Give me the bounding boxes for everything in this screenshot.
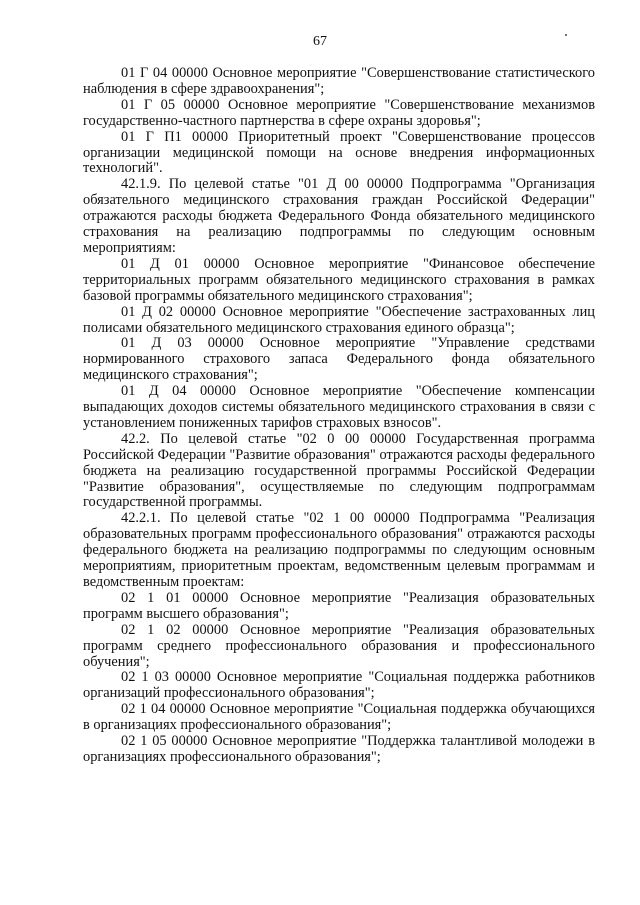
paragraph-021-03: 02 1 03 00000 Основное мероприятие "Социальная поддержка работников организаций профессионального образования";	[83, 669, 595, 702]
page-number: 67	[313, 34, 327, 49]
scan-speck	[565, 34, 567, 36]
paragraph-01d01: 01 Д 01 00000 Основное мероприятие "Финансовое обеспечение территориальных программ обязательного медицинского страхования в рамках базовой программы обязательного медицинского страхования";	[83, 255, 595, 304]
paragraph-01g04: 01 Г 04 00000 Основное мероприятие "Совершенствование статистического наблюдения в сфере здравоохранения";	[83, 65, 595, 97]
paragraph-021-04: 02 1 04 00000 Основное мероприятие "Социальная поддержка обучающихся в организациях профессионального образования";	[83, 701, 595, 734]
paragraph-42-1-9: 42.1.9. По целевой статье "01 Д 00 00000 Подпрограмма "Организация обязательного медицинского страхования граждан Российской Федерации" отражаются расходы бюджета Федерального Фонда обязательного медицинского страхования на реализацию подпрограммы по следующим основным мероприятиям:	[83, 176, 595, 256]
paragraph-01d04: 01 Д 04 00000 Основное мероприятие "Обеспечение компенсации выпадающих доходов системы обязательного медицинского страхования в связи с установлением пониженных тарифов страховых взносов".	[83, 383, 595, 431]
document-body	[83, 66, 595, 766]
paragraph-01d03: 01 Д 03 00000 Основное мероприятие "Управление средствами нормированного страхового запаса Федерального фонда обязательного медицинского страхования";	[83, 335, 595, 384]
paragraph-01d02: 01 Д 02 00000 Основное мероприятие "Обеспечение застрахованных лиц полисами обязательного медицинского страхования единого образца";	[83, 303, 595, 336]
paragraph-021-01: 02 1 01 00000 Основное мероприятие "Реализация образовательных программ высшего образования";	[83, 589, 595, 622]
paragraph-42-2: 42.2. По целевой статье "02 0 00 00000 Государственная программа Российской Федерации "Развитие образования" отражаются расходы федерального бюджета на реализацию государственной программы Российской Федерации "Развитие образования", осуществляемые по следующим подпрограммам государственной программы.	[83, 430, 595, 511]
paragraph-42-2-1: 42.2.1. По целевой статье "02 1 00 00000 Подпрограмма "Реализация образовательных программ профессионального образования" отражаются расходы федерального бюджета на реализацию подпрограммы по следующим основным мероприятиям, приоритетным проектам, ведомственным целевым программам и ведомственным проектам:	[83, 510, 595, 590]
paragraph-01gp1: 01 Г П1 00000 Приоритетный проект "Совершенствование процессов организации медицинской помощи на основе внедрения информационных технологий".	[83, 128, 595, 177]
paragraph-01g05: 01 Г 05 00000 Основное мероприятие "Совершенствование механизмов государственно-частного партнерства в сфере охраны здоровья";	[83, 96, 595, 129]
paragraph-021-02: 02 1 02 00000 Основное мероприятие "Реализация образовательных программ среднего профессионального образования и профессионального обучения";	[83, 621, 595, 670]
paragraph-021-05: 02 1 05 00000 Основное мероприятие "Поддержка талантливой молодежи в организациях профессионального образования";	[83, 733, 595, 765]
